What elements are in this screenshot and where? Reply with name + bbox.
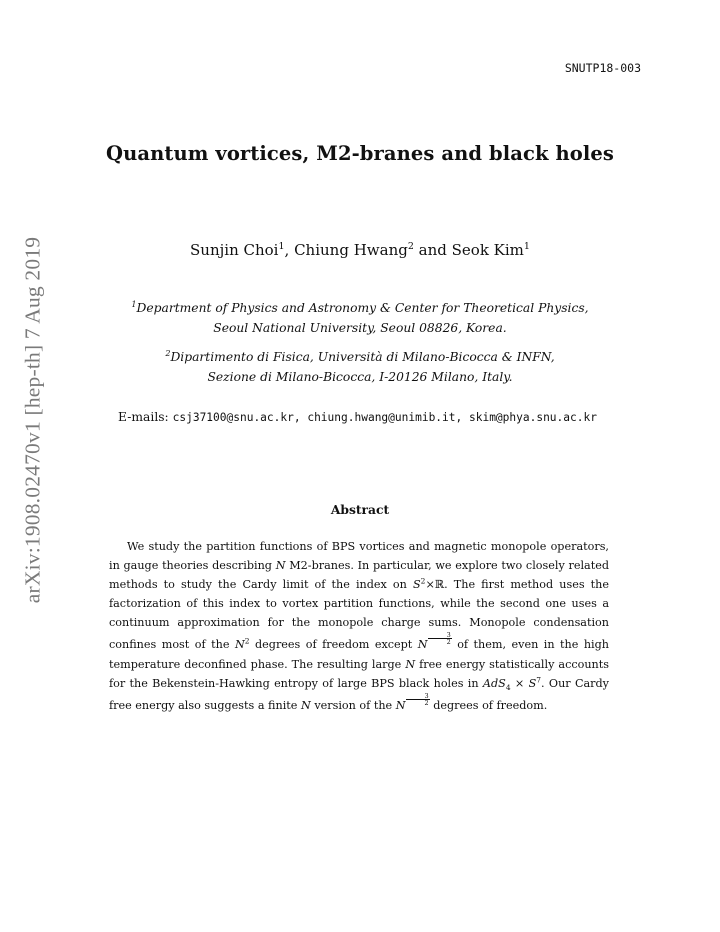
email-addresses: csj37100@snu.ac.kr, chiung.hwang@unimib.it, skim@phya.snu.ac.kr — [172, 411, 597, 424]
math-symbol: N — [405, 657, 416, 671]
author-name: Sunjin Choi — [190, 241, 279, 259]
math-symbol: N — [417, 638, 428, 652]
abstract-heading: Abstract — [330, 502, 390, 517]
abstract-text: degrees of freedom. — [429, 698, 548, 712]
math-exponent: 2 — [244, 636, 250, 646]
report-number: SNUTP18-003 — [564, 61, 641, 75]
affiliation-mark: 2 — [165, 349, 171, 358]
affiliation-1 — [0, 295, 720, 338]
emails-label: E-mails: — [118, 410, 169, 424]
affiliation-line: Dipartimento di Fisica, Università di Milano-Bicocca & INFN, — [170, 350, 555, 365]
author-separator: and — [413, 241, 452, 259]
math-symbol: S — [412, 578, 421, 592]
math-exponent: 7 — [536, 674, 542, 684]
author-name: Seok Kim — [451, 241, 524, 259]
fraction-denominator: 2 — [424, 698, 429, 707]
abstract-text: M2-branes. In particular, we explore two closely related methods to study the Cardy limit of the index on — [109, 559, 609, 592]
affiliation-line: Sezione di Milano-Bicocca, I-20126 Milano, Italy. — [207, 370, 513, 385]
abstract-text: version of the — [310, 698, 396, 712]
math-symbol: N — [275, 559, 286, 573]
math-exponent: 2 — [420, 576, 426, 586]
fraction-denominator: 2 — [446, 638, 451, 647]
abstract-text: We study the partition functions of BPS vortices and magnetic monopole operators, in gauge theories describing — [109, 540, 609, 573]
abstract-text: . The first method uses the factorization of this index to vortex partition functions, while the second one uses a continuum approximation for the monopole charge sums. Monopole condensation confines most of the — [109, 578, 609, 652]
math-symbol: AdS — [482, 676, 506, 690]
affiliation-line: Seoul National University, Seoul 08826, Korea. — [213, 321, 507, 336]
arxiv-identifier: arXiv:1908.02470v1 [hep-th] 7 Aug 2019 — [20, 236, 45, 604]
abstract-text: . Our Cardy free energy also suggests a finite — [109, 676, 610, 712]
math-fraction-exponent — [406, 693, 430, 706]
author-affiliation-mark: 1 — [523, 241, 530, 252]
abstract-text: free energy statistically accounts for the Bekenstein-Hawking entropy of large BPS black holes in — [109, 657, 609, 690]
abstract-text: of them, even in the high temperature deconfined phase. The resulting large — [109, 638, 609, 671]
math-symbol: S — [528, 676, 537, 690]
math-symbol: N — [234, 638, 245, 652]
author-affiliation-mark: 2 — [407, 241, 414, 252]
math-operator: × — [425, 578, 435, 592]
author-list — [0, 241, 720, 259]
email-line — [0, 410, 715, 424]
author-name: Chiung Hwang — [294, 241, 408, 259]
math-operator: × — [510, 676, 529, 690]
fraction-numerator: 3 — [406, 693, 430, 700]
author-affiliation-mark: 1 — [278, 241, 285, 252]
abstract-body — [109, 537, 609, 715]
math-symbol: ℝ — [434, 578, 445, 592]
abstract-text: degrees of freedom except — [249, 638, 418, 652]
affiliation-mark: 1 — [131, 300, 137, 309]
math-subscript: 4 — [505, 682, 511, 692]
author-separator: , — [284, 241, 295, 259]
affiliation-2 — [0, 344, 720, 387]
math-symbol: N — [395, 698, 406, 712]
math-symbol: N — [300, 698, 311, 712]
fraction-numerator: 3 — [428, 632, 452, 639]
affiliation-line: Department of Physics and Astronomy & Center for Theoretical Physics, — [136, 301, 589, 316]
paper-title: Quantum vortices, M2-branes and black holes — [106, 142, 614, 165]
math-fraction-exponent — [428, 632, 452, 645]
